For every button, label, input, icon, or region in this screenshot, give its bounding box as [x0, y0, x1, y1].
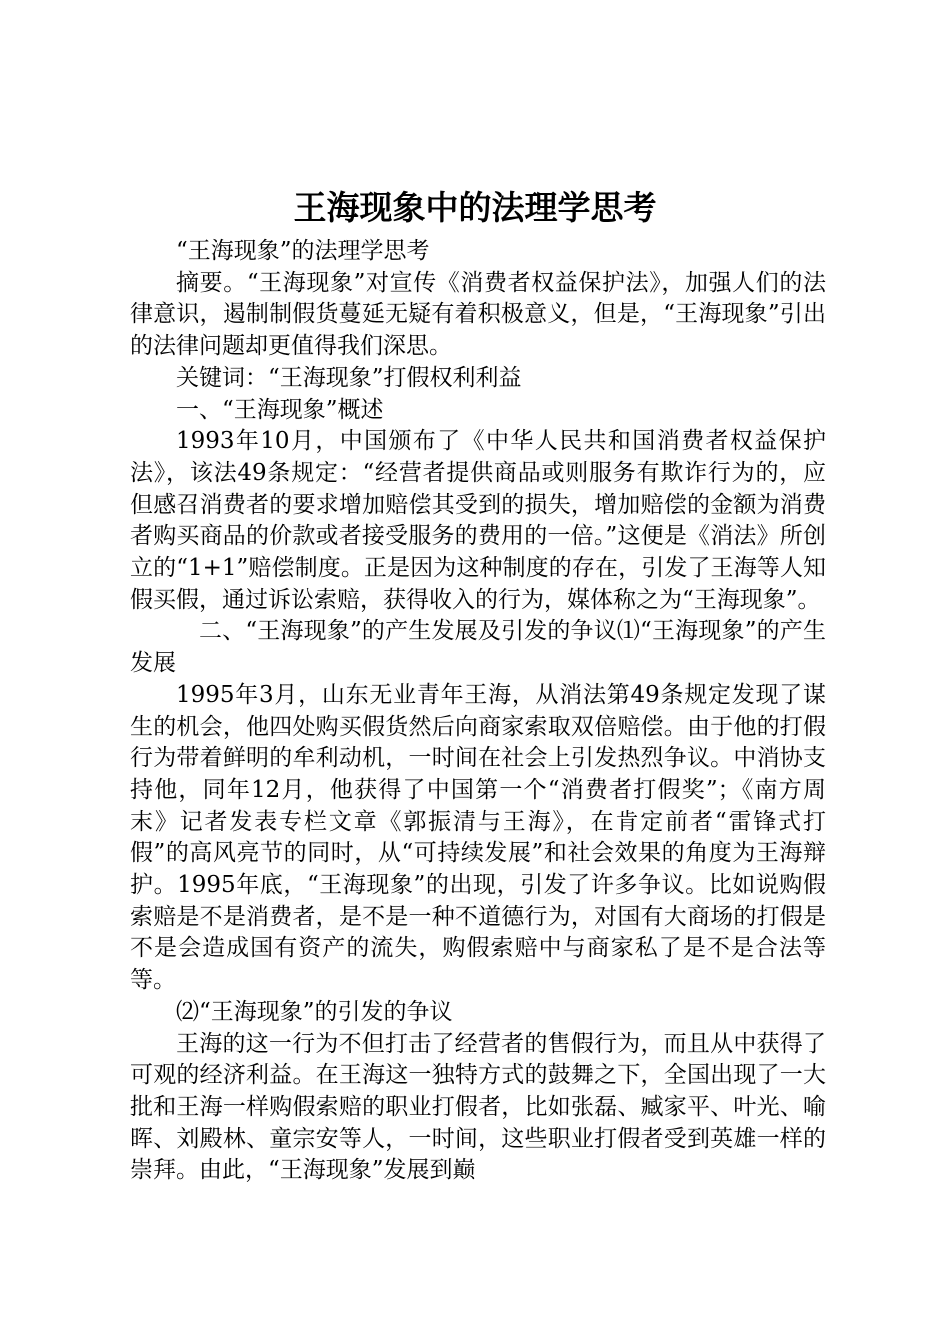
paragraph-keywords: 关键词：“王海现象”打假权利利益 — [176, 364, 522, 391]
section-heading-1: 一、“王海现象”概述 — [176, 396, 384, 423]
paragraph-body: 王海的这一行为不但打击了经营者的售假行为，而且从中获得了可观的经济利益。在王海这一独特方式的鼓舞之下，全国出现了一大批和王海一样购假索赔的职业打假者，比如张磊、臧家平、叶光、喻晖、刘殿林、童宗安等人，一时间，这些职业打假者受到英雄一样的崇拜。由此，“王海现象”发展到巅 — [130, 1030, 826, 1184]
paragraph-body: 1995年3月，山东无业青年王海，从消法第49条规定发现了谋生的机会，他四处购买假货然后向商家索取双倍赔偿。由于他的打假行为带着鲜明的牟利动机，一时间在社会上引发热烈争议。中消协支持他，同年12月，他获得了中国第一个“消费者打假奖”；《南方周末》记者发表专栏文章《郭振清与王海》，在肯定前者“雷锋式打假”的高风亮节的同时，从“可持续发展”和社会效果的角度为王海辩护。1995年底，“王海现象”的出现，引发了许多争议。比如说购假索赔是不是消费者，是不是一种不道德行为，对国有大商场的打假是不是会造成国有资产的流失，购假索赔中与商家私了是不是合法等等。 — [130, 681, 826, 994]
document-body — [130, 236, 826, 1187]
sub-heading-2: ⑵“王海现象”的引发的争议 — [176, 998, 453, 1025]
section-heading-2: 二、“王海现象”的产生发展及引发的争议⑴“王海现象”的产生发展 — [130, 618, 826, 677]
paragraph-abstract: 摘要。“王海现象”对宣传《消费者权益保护法》，加强人们的法律意识，遏制制假货蔓延无疑有着积极意义，但是，“王海现象”引出的法律问题却更值得我们深思。 — [130, 269, 826, 360]
document-title: 王海现象中的法理学思考 — [293, 188, 657, 227]
paragraph-subtitle: “王海现象”的法理学思考 — [176, 238, 430, 264]
paragraph-body: 1993年10月，中国颁布了《中华人民共和国消费者权益保护法》，该法49条规定：“经营者提供商品或则服务有欺诈行为的，应但感召消费者的要求增加赔偿其受到的损失，增加赔偿的金额为消费者购买商品的价款或者接受服务的费用的一倍。”这便是《消法》所创立的“1+1”赔偿制度。正是因为这种制度的存在，引发了王海等人知假买假，通过诉讼索赔，获得收入的行为，媒体称之为“王海现象”。 — [130, 428, 826, 613]
